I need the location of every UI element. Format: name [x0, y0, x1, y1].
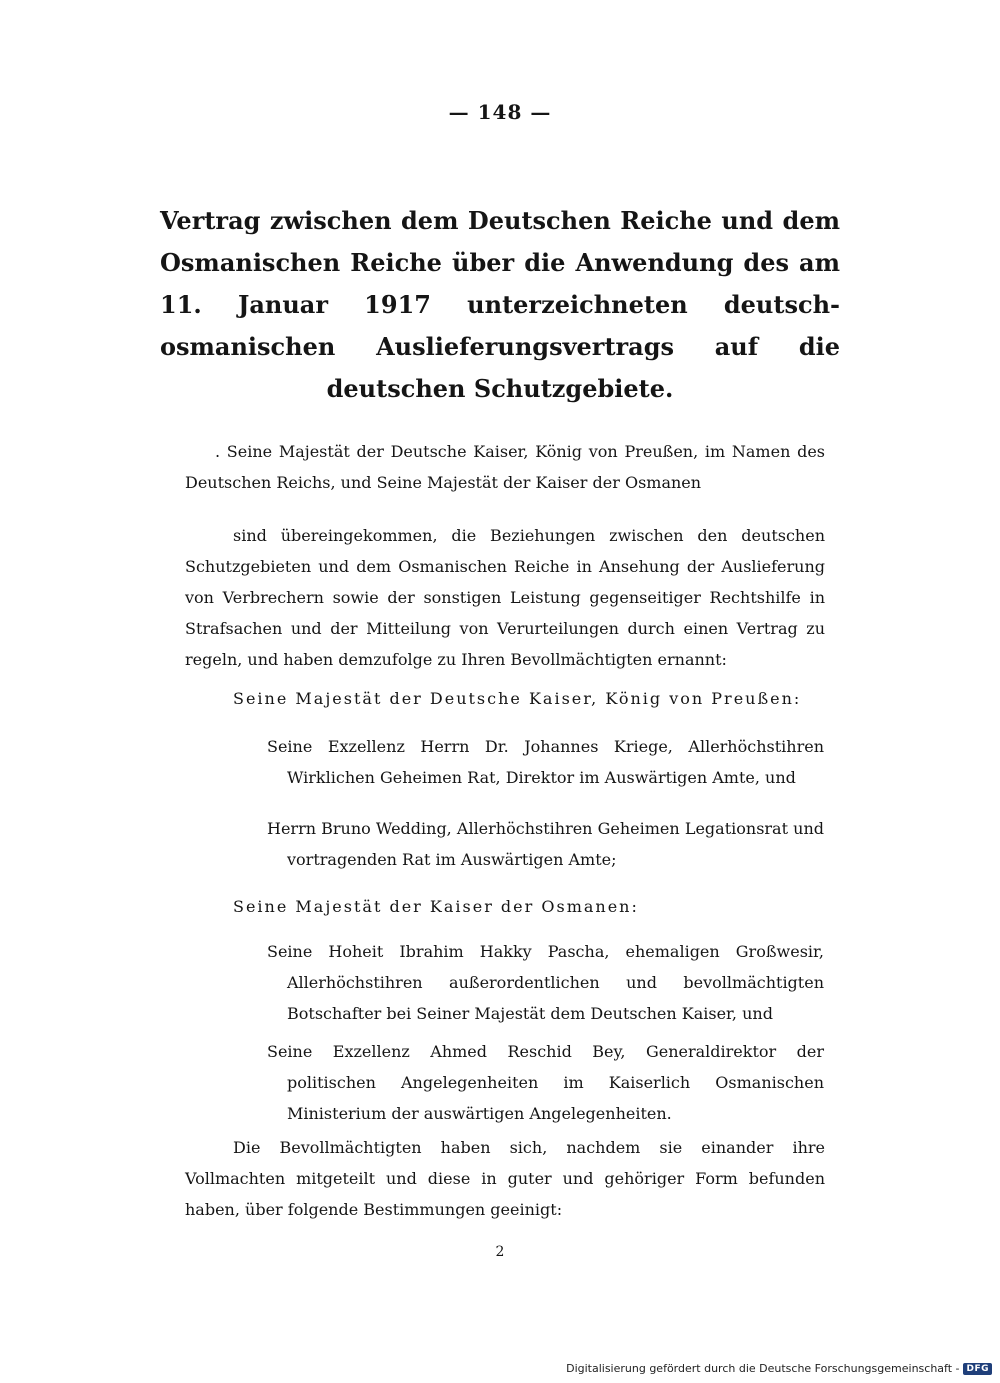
closing-paragraph: Die Bevollmächtigten haben sich, nachdem sie einander ihre Vollmachten mitgeteilt und diese in guter und gehöriger Form befunden haben, über folgende Bestimmungen geeinigt:	[185, 1138, 825, 1219]
plenipotentiary-reschid: Seine Exzellenz Ahmed Reschid Bey, Generaldirektor der politischen Angelegenheiten im Kaiserlich Osmanischen Ministerium der auswärtigen Angelegenheiten.	[267, 1042, 824, 1123]
plenipotentiary-kriege: Seine Exzellenz Herrn Dr. Johannes Kriege, Allerhöchstihren Wirklichen Geheimen Rat, Direktor im Auswärtigen Amte, und	[267, 737, 824, 787]
digitization-credit	[566, 1362, 992, 1375]
sovereign-german-heading: Seine Majestät der Deutsche Kaiser, König von Preußen:	[233, 689, 802, 708]
signature-mark: 2	[495, 1244, 505, 1260]
credit-text: Digitalisierung gefördert durch die Deutsche Forschungsgemeinschaft -	[566, 1362, 960, 1375]
sovereign-ottoman-heading: Seine Majestät der Kaiser der Osmanen:	[233, 897, 639, 916]
dfg-logo: DFG	[963, 1363, 992, 1375]
plenipotentiary-hakky: Seine Hoheit Ibrahim Hakky Pascha, ehemaligen Großwesir, Allerhöchstihren außerordentlichen und bevollmächtigten Botschafter bei Seiner Majestät dem Deutschen Kaiser, und	[267, 942, 824, 1023]
page-number: — 148 —	[448, 100, 552, 124]
intro-paragraph: . Seine Majestät der Deutsche Kaiser, König von Preußen, im Namen des Deutschen Reichs, und Seine Majestät der Kaiser der Osmanen	[185, 442, 825, 492]
plenipotentiary-wedding: Herrn Bruno Wedding, Allerhöchstihren Geheimen Legationsrat und vortragenden Rat im Auswärtigen Amte;	[267, 819, 824, 869]
document-title: Vertrag zwischen dem Deutschen Reiche und dem Osmanischen Reiche über die Anwendung des am 11. Januar 1917 unterzeichneten deutsch-osmanischen Auslieferungsvertrags auf die deutschen Schutzgebiete.	[160, 206, 840, 403]
recital-paragraph: sind übereingekommen, die Beziehungen zwischen den deutschen Schutzgebieten und dem Osmanischen Reiche in Ansehung der Auslieferung von Verbrechern sowie der sonstigen Leistung gegenseitiger Rechtshilfe in Strafsachen und der Mitteilung von Verurteilungen durch einen Vertrag zu regeln, und haben demzufolge zu Ihren Bevollmächtigten ernannt:	[185, 526, 825, 669]
